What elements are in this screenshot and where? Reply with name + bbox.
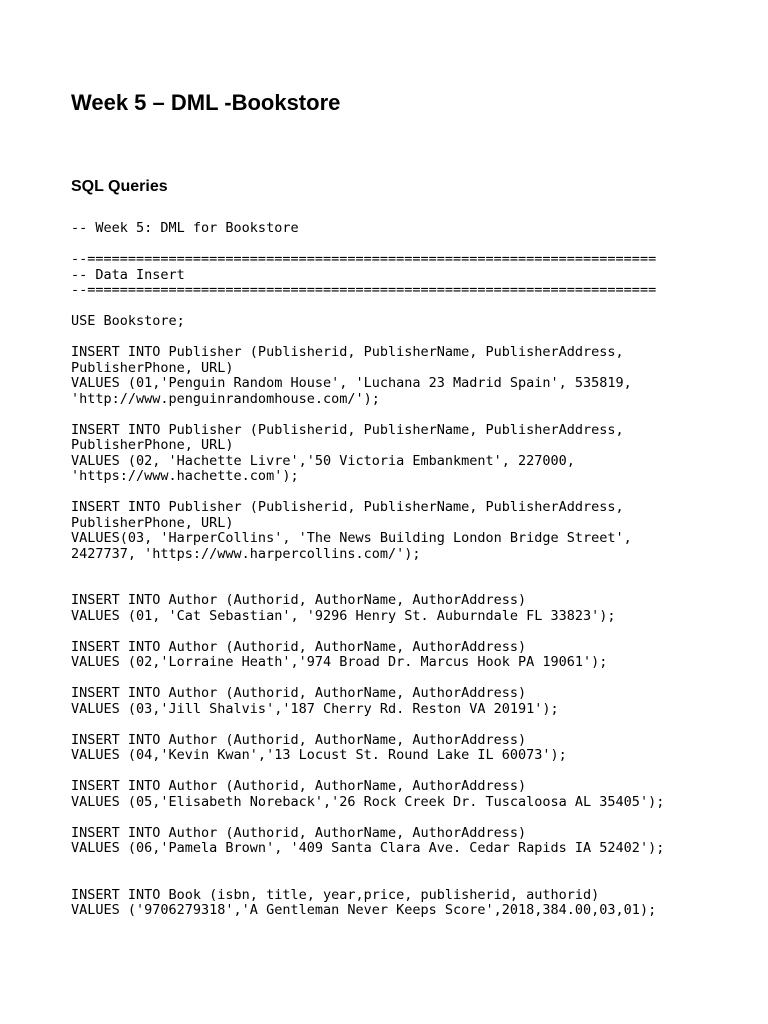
- code-line: VALUES (04,'Kevin Kwan','13 Locust St. Round Lake IL 60073');: [71, 747, 567, 763]
- code-line: -- Data Insert: [71, 266, 185, 283]
- code-line: [71, 330, 664, 346]
- code-line: [71, 485, 664, 501]
- code-line: VALUES (02, 'Hachette Livre','50 Victoria Embankment', 227000,: [71, 452, 575, 469]
- code-line: [71, 671, 664, 687]
- code-line: PublisherPhone, URL): [71, 359, 234, 376]
- code-line: [71, 299, 664, 315]
- code-line: VALUES (06,'Pamela Brown', '409 Santa Clara Ave. Cedar Rapids IA 52402');: [71, 840, 665, 856]
- code-line: VALUES (01,'Penguin Random House', 'Luchana 23 Madrid Spain', 535819,: [71, 375, 632, 391]
- code-line: [71, 578, 664, 594]
- code-line: INSERT INTO Book (isbn, title, year,price, publisherid, authorid): [71, 886, 600, 903]
- code-line: INSERT INTO Publisher (Publisherid, PublisherName, PublisherAddress,: [71, 344, 624, 360]
- code-line: [71, 810, 664, 826]
- code-line: [71, 857, 664, 873]
- code-line: USE Bookstore;: [71, 313, 185, 329]
- code-line: [71, 764, 664, 780]
- code-line: PublisherPhone, URL): [71, 437, 234, 453]
- code-line: INSERT INTO Author (Authorid, AuthorName, AuthorAddress): [71, 731, 527, 748]
- code-line: INSERT INTO Publisher (Publisherid, PublisherName, PublisherAddress,: [71, 499, 624, 515]
- code-line: INSERT INTO Author (Authorid, AuthorName, AuthorAddress): [71, 778, 527, 794]
- section-title: SQL Queries: [71, 178, 168, 195]
- code-line: [71, 407, 664, 423]
- sql-code-block: [71, 221, 664, 919]
- code-line: [71, 237, 664, 253]
- code-line: VALUES (03,'Jill Shalvis','187 Cherry Rd. Reston VA 20191');: [71, 700, 559, 717]
- code-line: -- Week 5: DML for Bookstore: [71, 220, 299, 236]
- code-line: INSERT INTO Author (Authorid, AuthorName, AuthorAddress): [71, 824, 527, 841]
- code-line: 'https://www.hachette.com');: [71, 468, 299, 484]
- code-line: VALUES ('9706279318','A Gentleman Never Keeps Score',2018,384.00,03,01);: [71, 902, 657, 918]
- code-line: INSERT INTO Publisher (Publisherid, PublisherName, PublisherAddress,: [71, 421, 624, 438]
- code-line: VALUES(03, 'HarperCollins', 'The News Building London Bridge Street',: [71, 530, 632, 546]
- code-line: VALUES (02,'Lorraine Heath','974 Broad Dr. Marcus Hook PA 19061');: [71, 654, 608, 670]
- code-line: VALUES (01, 'Cat Sebastian', '9296 Henry St. Auburndale FL 33823');: [71, 607, 616, 624]
- code-line: INSERT INTO Author (Authorid, AuthorName, AuthorAddress): [71, 638, 527, 655]
- code-line: INSERT INTO Author (Authorid, AuthorName, AuthorAddress): [71, 592, 527, 608]
- code-line: VALUES (05,'Elisabeth Noreback','26 Rock Creek Dr. Tuscaloosa AL 35405');: [71, 793, 665, 810]
- code-line: --======================================================================: [71, 251, 657, 267]
- code-line: INSERT INTO Author (Authorid, AuthorName, AuthorAddress): [71, 685, 527, 701]
- code-line: PublisherPhone, URL): [71, 514, 234, 531]
- code-line: --======================================================================: [71, 282, 657, 298]
- code-line: [71, 717, 664, 733]
- code-line: [71, 624, 664, 640]
- document-title: Week 5 – DML -Bookstore: [71, 90, 341, 115]
- code-line: [71, 562, 664, 578]
- code-line: [71, 872, 664, 888]
- code-line: 2427737, 'https://www.harpercollins.com/');: [71, 545, 421, 562]
- code-line: 'http://www.penguinrandomhouse.com/');: [71, 390, 380, 407]
